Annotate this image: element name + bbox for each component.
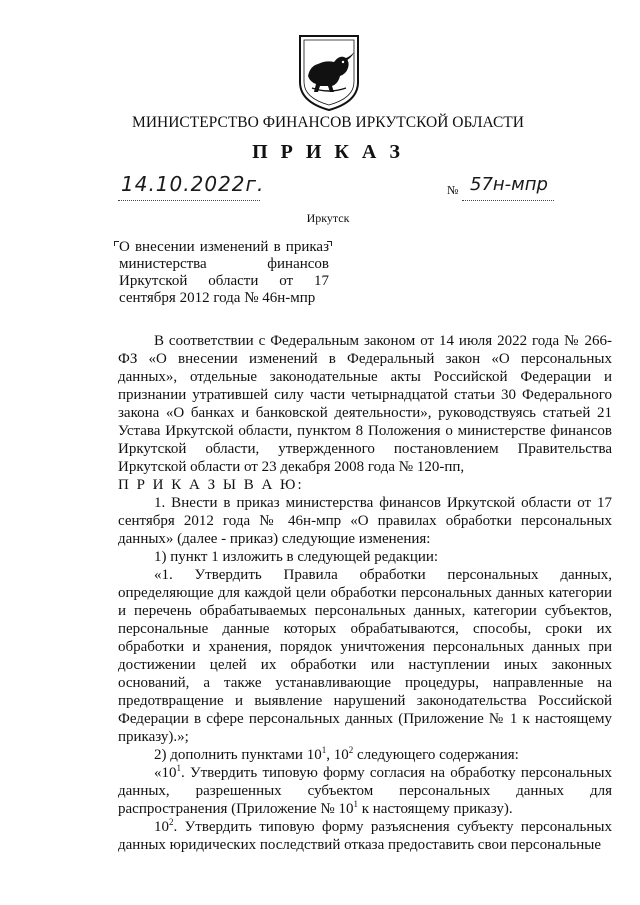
number-label: № <box>447 183 459 197</box>
preamble-paragraph: В соответствии с Федеральным законом от 14 июля 2022 года № 266-ФЗ «О внесении изменений в Федеральный закон «О персональных данных», отдельные законодательные акты Российской Федерации и признании утратившей силу части четырнадцатой статьи 30 Федерального закона «О банках и банковской деятельности», руководствуясь статьей 21 Устава Иркутской области, пунктом 8 Положения о министерстве финансов Иркутской области, утвержденного постановлением Правительства Иркутской области от 23 декабря 2008 года № 120-пп, <box>118 333 612 475</box>
paragraph-subitem-1: 1) пункт 1 изложить в следующей редакции: <box>154 549 439 565</box>
text-fragment: . Утвердить типовую форму разъяснения субъекту персональных данных юридических последствий отказа предоставить свои персональные <box>118 819 612 853</box>
city-name: Иркутск <box>306 211 350 225</box>
text-fragment: следующего содержания: <box>353 747 519 763</box>
text-fragment: . Утвердить типовую форму согласия на обработку персональных данных, разрешенных субъектом персональных данных для распространения (Приложение № 10 <box>118 765 612 817</box>
superscript: 2 <box>169 817 174 827</box>
handwritten-number: 57н-мпр <box>470 174 548 195</box>
superscript: 1 <box>353 799 358 809</box>
document-subject: О внесении изменений в приказ министерства финансов Иркутской области от 17 сентября 2012 года № 46н-мпр <box>119 239 329 306</box>
text-fragment: 2) дополнить пунктами 10 <box>154 747 322 763</box>
handwritten-date: 14.10.2022г. <box>121 172 265 196</box>
paragraph-item-1: 1. Внести в приказ министерства финансов Иркутской области от 17 сентября 2012 года № 46н-мпр «О правилах обработки персональных данных» (далее - приказ) следующие изменения: <box>118 495 612 547</box>
text-fragment: 10 <box>154 819 169 835</box>
superscript: 2 <box>348 745 354 755</box>
order-word: П Р И К А З Ы В А Ю: <box>118 477 304 493</box>
text-fragment: , 10 <box>326 747 349 763</box>
paragraph-point-10-2 <box>118 818 612 854</box>
superscript: 1 <box>321 745 327 755</box>
document-type-title: П Р И К А З <box>252 141 404 163</box>
paragraph-new-point-1: «1. Утвердить Правила обработки персональных данных, определяющие для каждой цели обработки персональных данных категории и перечень обрабатываемых персональных данных, категории субъектов, персональные данные которых обрабатываются, способы, сроки их обработки и хранения, порядок уничтожения персональных данных при достижении целей их обработки или наступлении иных законных оснований, а также устанавливающие процедуры, направленные на предотвращение и выявление нарушений законодательства Российской Федерации в сфере персональных данных (Приложение № 1 к настоящему приказу).»; <box>118 567 612 745</box>
text-fragment: к настоящему приказу). <box>357 801 513 817</box>
text-fragment: «10 <box>154 765 177 781</box>
ministry-title: МИНИСТЕРСТВО ФИНАНСОВ ИРКУТСКОЙ ОБЛАСТИ <box>132 114 524 131</box>
document-body <box>118 332 612 854</box>
paragraph-subitem-2 <box>118 746 612 764</box>
coat-of-arms-icon <box>288 32 370 112</box>
paragraph-point-10-1 <box>118 764 612 818</box>
superscript: 1 <box>176 763 181 773</box>
